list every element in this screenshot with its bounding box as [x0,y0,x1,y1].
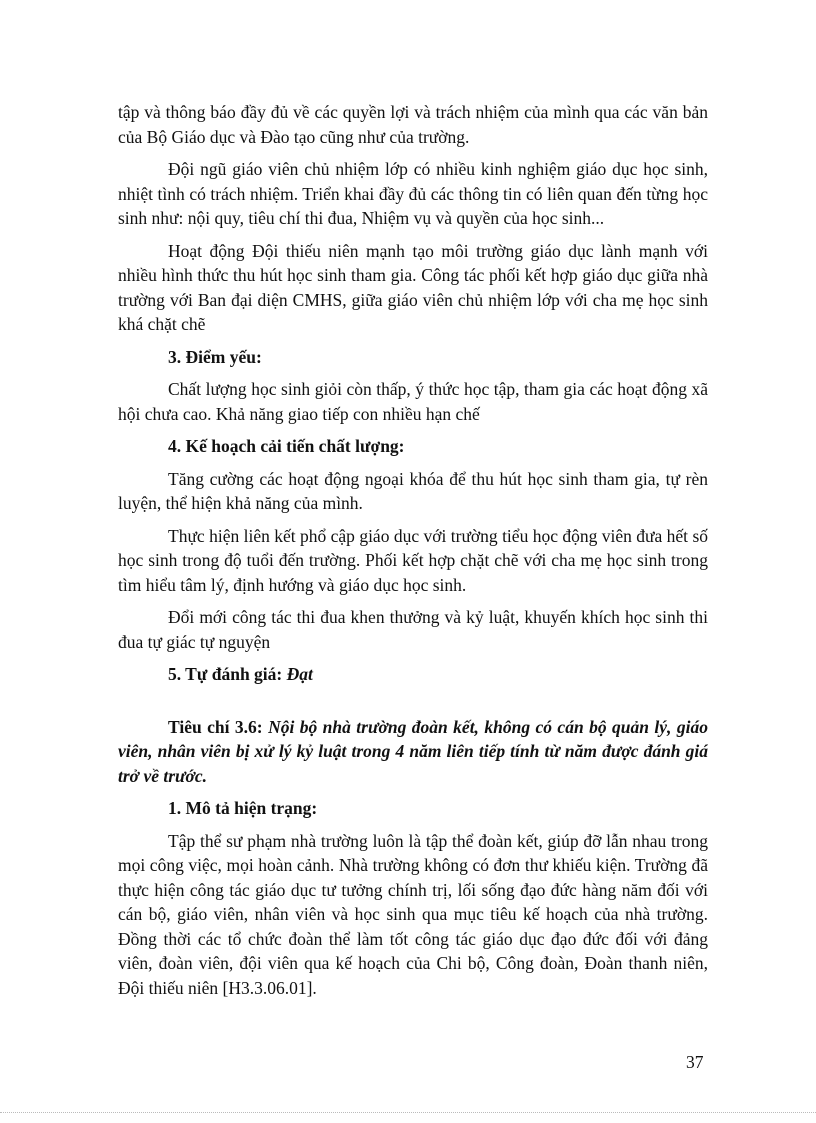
heading-improvement-plan: 4. Kế hoạch cải tiến chất lượng: [168,436,405,456]
paragraph-current-state: Tập thể sư phạm nhà trường luôn là tập thể đoàn kết, giúp đỡ lẫn nhau trong mọi công việc, mọi hoàn cảnh. Nhà trường không có đơn thư khiếu kiện. Trường đã thực hiện công tác giáo dục tư tưởng chính trị, lối sống đạo đức hàng năm đối với cán bộ, giáo viên, nhân viên và học sinh qua mục tiêu kế hoạch của nhà trường. Đồng thời các tổ chức đoàn thể làm tốt công tác giáo dục đạo đức đối với đảng viên, đoàn viên, đội viên qua kế hoạch của Chi bộ, Công đoàn, Đoàn thanh niên, Đội thiếu niên [H3.3.06.01]. [118,830,708,998]
paragraph-emulation: Đổi mới công tác thi đua khen thưởng và kỷ luật, khuyến khích học sinh thi đua tự giác tự nguyện [118,607,708,652]
paragraph-homeroom-teachers: Đội ngũ giáo viên chủ nhiệm lớp có nhiều kinh nghiệm giáo dục học sinh, nhiệt tình có trách nhiệm. Triển khai đầy đủ các thông tin có liên quan đến từng học sinh như: nội quy, tiêu chí thi đua, Nhiệm vụ và quyền của học sinh... [118,159,708,228]
criterion-label: Tiêu chí 3.6: [168,716,269,737]
paragraph-universal-education: Thực hiện liên kết phổ cập giáo dục với trường tiểu học động viên đưa hết số học sinh trong độ tuổi đến trường. Phối kết hợp chặt chẽ với cha mẹ học sinh trong tìm hiểu tâm lý, định hướng và giáo dục học sinh. [118,525,708,595]
paragraph-weakness: Chất lượng học sinh giỏi còn thấp, ý thức học tập, tham gia các hoạt động xã hội chưa cao. Khả năng giao tiếp con nhiều hạn chế [118,379,708,424]
heading-current-state: 1. Mô tả hiện trạng: [168,798,318,818]
heading-weakness: 3. Điểm yếu: [168,346,262,367]
paragraph-extracurricular: Tăng cường các hoạt động ngoại khóa để thu hút học sinh tham gia, tự rèn luyện, thể hiện khả năng của mình. [118,468,708,513]
criterion-title [118,715,708,789]
document-page [118,100,708,1008]
heading-self-assessment [118,662,708,687]
self-assessment-value: Đạt [286,664,313,684]
paragraph-youth-activities: Hoạt động Đội thiếu niên mạnh tạo môi trường giáo dục lành mạnh với nhiều hình thức thu hút học sinh tham gia. Công tác phối kết hợp giáo dục giữa nhà trường với Ban đại diện CMHS, giữa giáo viên chủ nhiệm lớp với cha mẹ học sinh khá chặt chẽ [118,240,708,334]
page-bottom-divider [0,1112,816,1113]
self-assessment-label: 5. Tự đánh giá: [168,664,287,684]
page-number: 37 [686,1052,704,1072]
paragraph-intro-continuation: tập và thông báo đầy đủ về các quyền lợi và trách nhiệm của mình qua các văn bản của Bộ Giáo dục và Đào tạo cũng như của trường. [118,102,708,147]
criterion-text: Nội bộ nhà trường đoàn kết, không có cán bộ quản lý, giáo viên, nhân viên bị xử lý kỷ luật trong 4 năm liên tiếp tính từ năm được đánh giá trở về trước. [118,716,708,786]
